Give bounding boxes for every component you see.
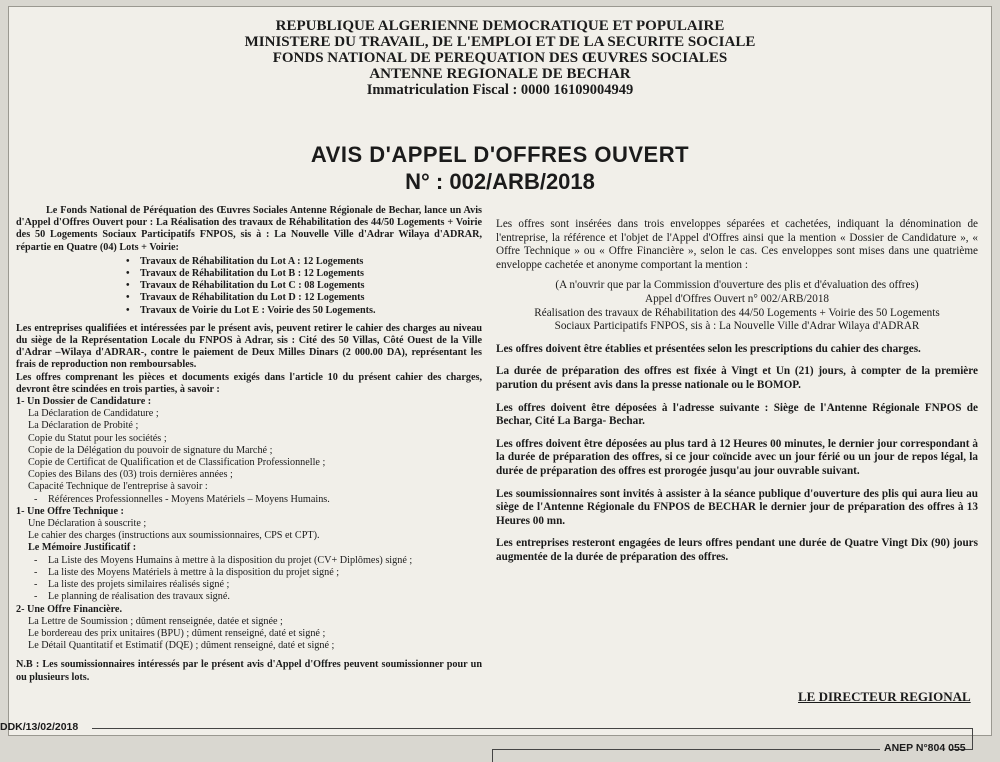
capacity-list — [16, 494, 482, 506]
prescriptions-paragraph: Les offres doivent être établies et présentées selon les prescriptions du cahier des charges. — [496, 342, 921, 355]
memoire-item: - La Liste des Moyens Humains à mettre à la disposition du projet (CV+ Diplômes) signé ; — [34, 555, 482, 567]
section-technical-title: 1- Une Offre Technique : — [16, 505, 124, 517]
candidature-item: Copie du Statut pour les sociétés ; — [28, 432, 167, 444]
mention-line: Appel d'Offres Ouvert n° 002/ARB/2018 — [644, 292, 830, 305]
memoire-item: - La liste des projets similaires réalisés signé ; — [34, 579, 482, 591]
envelopes-paragraph: Les offres sont insérées dans trois enveloppes séparées et cachetées, indiquant la dénomination de l'entreprise, la référence et l'objet de l'Appel d'Offres ainsi que la mention « Dossier de Candidature », « Offre Technique » ou « Offre Financière », selon le cas. Ces enveloppes sont mises dans une quatrième enveloppe cachetée et anonyme comportant la mention : — [496, 218, 978, 271]
signature-title: LE DIRECTEUR REGIONAL — [798, 689, 971, 704]
memoire-item: - Le planning de réalisation des travaux signé. — [34, 591, 482, 603]
notice-title-number: N° : 002/ARB/2018 — [405, 169, 595, 194]
technical-item: Le cahier des charges (instructions aux soumissionnaires, CPS et CPT). — [28, 530, 320, 542]
nb-paragraph: N.B : Les soumissionnaires intéressés par le présent avis d'Appel d'Offres peuvent soumissionner pour un ou plusieurs lots. — [16, 659, 482, 683]
footer-rule-mid — [492, 749, 493, 762]
candidature-item: La Déclaration de Candidature ; — [28, 408, 159, 420]
retrieval-paragraph: Les entreprises qualifiées et intéressées par le présent avis, peuvent retirer le cahier des charges au niveau du siège de la Représentation Locale du FNPOS à Adrar, sis : Cité des 50 Villas, Côté Ouest de la Ville d'Adrar –Wilaya d'ADRAR-, contre le paiement de Deux Milles Dinars (2 000.00 DA), représentant les frais de reproduction non remboursables. — [16, 322, 482, 371]
financial-item: La Lettre de Soumission ; dûment renseignée, datée et signée ; — [28, 615, 283, 627]
deadline-paragraph: Les offres doivent être déposées au plus tard à 12 Heures 00 minutes, le dernier jour correspondant à la durée de préparation des offres, si ce jour coïncide avec un jour férié ou un jour de repos légal, la durée de préparation des offres est prorogée jusqu'au jour ouvrable suivant. — [496, 437, 978, 477]
candidature-item: La Déclaration de Probité ; — [28, 420, 139, 432]
header-line-fund: FONDS NATIONAL DE PEREQUATION DES ŒUVRES SOCIALES — [272, 50, 728, 66]
notice-title — [0, 142, 1000, 196]
footer-rule-right — [972, 728, 973, 750]
address-paragraph: Les offres doivent être déposées à l'adresse suivante : Siège de l'Antenne Régionale FNPOS de Bechar, Cité La Barga- Bechar. — [496, 401, 978, 428]
memoire-list — [16, 555, 482, 604]
section-candidature-title: 1- Un Dossier de Candidature : — [16, 396, 152, 408]
offers-paragraph: Les offres comprenant les pièces et documents exigés dans l'article 10 du présent cahier des charges, devront être scindées en trois parties, à savoir : — [16, 371, 482, 395]
footer-reference-left: DDK/13/02/2018 — [0, 721, 79, 733]
footer-rule-bottom — [492, 749, 880, 750]
header-line-ministry: MINISTERE DU TRAVAIL, DE L'EMPLOI ET DE LA SECURITE SOCIALE — [244, 34, 756, 50]
notice-title-main: AVIS D'APPEL D'OFFRES OUVERT — [310, 142, 690, 167]
lots-list — [16, 256, 482, 317]
candidature-item: Copies des Bilans des (03) trois dernières années ; — [28, 469, 233, 481]
intro-paragraph: Le Fonds National de Péréquation des Œuvres Sociales Antenne Régionale de Bechar, lance un Avis d'Appel d'Offres Ouvert pour : La Réalisation des travaux de Réhabilitation des 44/50 Logements + Voirie des 50 Logements Sociaux Participatifs FNPOS, sis à : La Nouvelle Ville d'Adrar Wilaya d'ADRAR, répartie en Quatre (04) Lots + Voirie: — [16, 205, 482, 253]
financial-item: Le bordereau des prix unitaires (BPU) ; dûment renseigné, daté et signé ; — [28, 627, 326, 639]
capacity-item: - Références Professionnelles - Moyens Matériels – Moyens Humains. — [34, 494, 482, 506]
left-column — [16, 205, 482, 684]
header-line-republic: REPUBLIQUE ALGERIENNE DEMOCRATIQUE ET POPULAIRE — [275, 18, 725, 34]
opening-session-paragraph: Les soumissionnaires sont invités à assister à la séance publique d'ouverture des plis qui aura lieu au siège de l'Antenne Régionale du FNPOS de BECHAR le dernier jour de préparation des offres à 13 Heures 00 mn. — [496, 487, 978, 527]
memoire-item: - La liste des Moyens Matériels à mettre à la disposition du projet signé ; — [34, 567, 482, 579]
candidature-item: Capacité Technique de l'entreprise à savoir : — [28, 481, 208, 493]
header-line-antenna: ANTENNE REGIONALE DE BECHAR — [369, 66, 631, 82]
mention-line: Réalisation des travaux de Réhabilitation des 44/50 Logements + Voirie des 50 Logements — [534, 306, 940, 319]
right-column — [496, 218, 978, 564]
footer-reference-right: ANEP N°804 055 — [884, 742, 966, 754]
mention-line: Sociaux Participatifs FNPOS, sis à : La Nouvelle Ville d'Adrar Wilaya d'ADRAR — [554, 320, 920, 333]
financial-item: Le Détail Quantitatif et Estimatif (DQE) ; dûment renseigné, daté et signé ; — [28, 640, 335, 652]
lot-item: • Travaux de Réhabilitation du Lot D : 12 Logements — [126, 292, 482, 304]
section-financial-title: 2- Une Offre Financière. — [16, 603, 122, 615]
mention-line: (A n'ouvrir que par la Commission d'ouverture des plis et d'évaluation des offres) — [555, 279, 919, 292]
lot-item: • Travaux de Voirie du Lot E : Voirie des 50 Logements. — [126, 305, 482, 317]
footer-rule-top — [92, 728, 972, 729]
lot-item: • Travaux de Réhabilitation du Lot A : 12 Logements — [126, 256, 482, 268]
lot-item: • Travaux de Réhabilitation du Lot B : 12 Logements — [126, 268, 482, 280]
memoire-title: Le Mémoire Justificatif : — [28, 542, 137, 554]
duration-paragraph: La durée de préparation des offres est fixée à Vingt et Un (21) jours, à compter de la première parution du présent avis dans la presse nationale ou le BOMOP. — [496, 365, 978, 391]
candidature-item: Copie de Certificat de Qualification et de Classification Professionnelle ; — [28, 457, 326, 469]
technical-item: Une Déclaration à souscrite ; — [28, 518, 147, 530]
candidature-item: Copie de la Délégation du pouvoir de signature du Marché ; — [28, 444, 273, 456]
header-block — [0, 18, 1000, 98]
lot-item: • Travaux de Réhabilitation du Lot C : 08 Logements — [126, 280, 482, 292]
header-line-fiscal-id: Immatriculation Fiscal : 0000 16109004949 — [366, 82, 634, 98]
validity-paragraph: Les entreprises resteront engagées de leurs offres pendant une durée de Quatre Vingt Dix (90) jours augmentée de la durée de préparation des offres. — [496, 537, 978, 563]
